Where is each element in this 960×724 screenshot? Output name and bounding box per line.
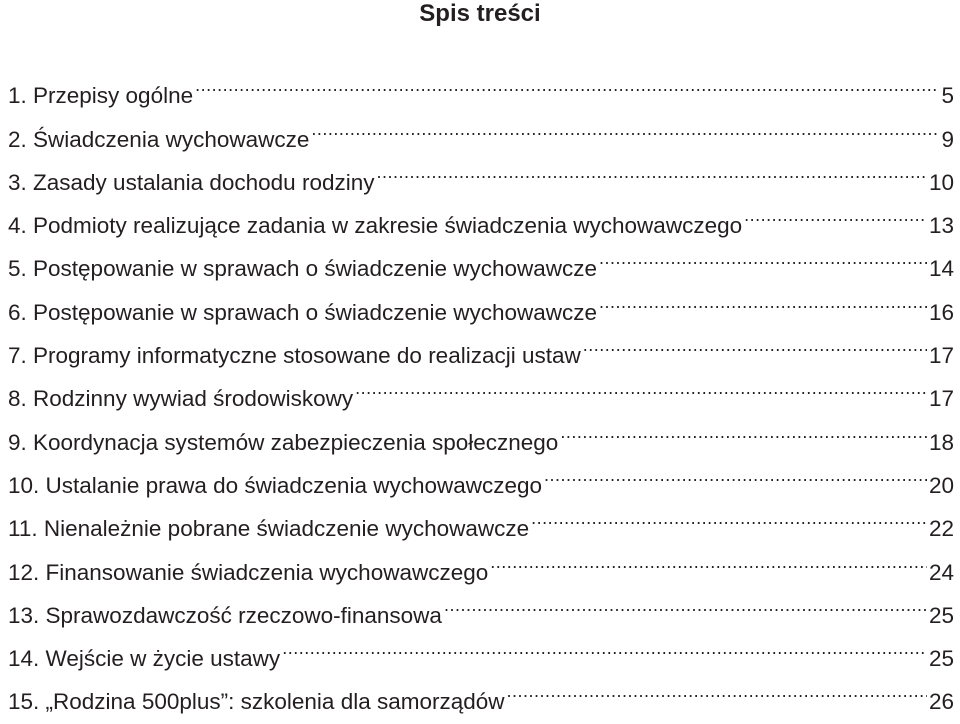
toc-entry-page-number: 18 — [928, 429, 954, 455]
toc-entry-page-number: 16 — [928, 299, 954, 325]
toc-entry[interactable] — [8, 60, 954, 109]
toc-entry-label: 2. Świadczenia wychowawcze — [8, 126, 310, 152]
toc-entry-label: 5. Postępowanie w sprawach o świadczenie wychowawcze — [8, 256, 598, 282]
toc-entry-page-number: 22 — [928, 516, 954, 542]
dot-leader — [355, 363, 927, 406]
toc-entry-page-number: 26 — [928, 689, 954, 715]
toc-entry-label: 4. Podmioty realizujące zadania w zakresie świadczenia wychowawczego — [8, 213, 743, 239]
dot-leader — [282, 623, 927, 666]
toc-entry-page-number: 5 — [941, 83, 954, 109]
toc-entry-label: 14. Wejście w życie ustawy — [8, 646, 281, 672]
toc-entry-page-number: 25 — [928, 602, 954, 628]
dot-leader — [544, 450, 927, 493]
table-of-contents — [8, 60, 954, 715]
dot-leader — [311, 103, 939, 146]
dot-leader — [531, 493, 927, 536]
dot-leader — [444, 580, 927, 623]
toc-entry-label: 8. Rodzinny wywiad środowiskowy — [8, 386, 354, 412]
toc-entry-page-number: 20 — [928, 472, 954, 498]
toc-entry-page-number: 13 — [928, 213, 954, 239]
toc-entry-page-number: 17 — [928, 386, 954, 412]
dot-leader — [507, 666, 927, 709]
toc-entry-label: 3. Zasady ustalania dochodu rodziny — [8, 169, 375, 195]
dot-leader — [599, 233, 927, 276]
toc-entry-label: 15. „Rodzina 500plus”: szkolenia dla samorządów — [8, 689, 505, 715]
page-title: Spis treści — [419, 0, 541, 27]
dot-leader — [583, 320, 927, 363]
toc-entry-label: 12. Finansowanie świadczenia wychowawczego — [8, 559, 489, 585]
dot-leader — [195, 60, 939, 103]
toc-entry-label: 11. Nienależnie pobrane świadczenie wychowawcze — [8, 516, 530, 542]
toc-entry-label: 9. Koordynacja systemów zabezpieczenia społecznego — [8, 429, 559, 455]
dot-leader — [744, 190, 927, 233]
dot-leader — [490, 536, 927, 579]
toc-entry-page-number: 25 — [928, 646, 954, 672]
toc-entry-label: 6. Postępowanie w sprawach o świadczenie wychowawcze — [8, 299, 598, 325]
dot-leader — [599, 276, 927, 319]
dot-leader — [376, 147, 926, 190]
toc-entry-page-number: 10 — [928, 169, 954, 195]
toc-entry-label: 10. Ustalanie prawa do świadczenia wychowawczego — [8, 472, 543, 498]
toc-entry-page-number: 17 — [928, 343, 954, 369]
toc-entry-page-number: 24 — [928, 559, 954, 585]
toc-entry-label: 13. Sprawozdawczość rzeczowo-finansowa — [8, 602, 442, 628]
toc-entry-page-number: 9 — [941, 126, 954, 152]
toc-entry-page-number: 14 — [928, 256, 954, 282]
dot-leader — [560, 406, 927, 449]
toc-entry-label: 1. Przepisy ogólne — [8, 83, 194, 109]
toc-entry-label: 7. Programy informatyczne stosowane do realizacji ustaw — [8, 343, 581, 369]
